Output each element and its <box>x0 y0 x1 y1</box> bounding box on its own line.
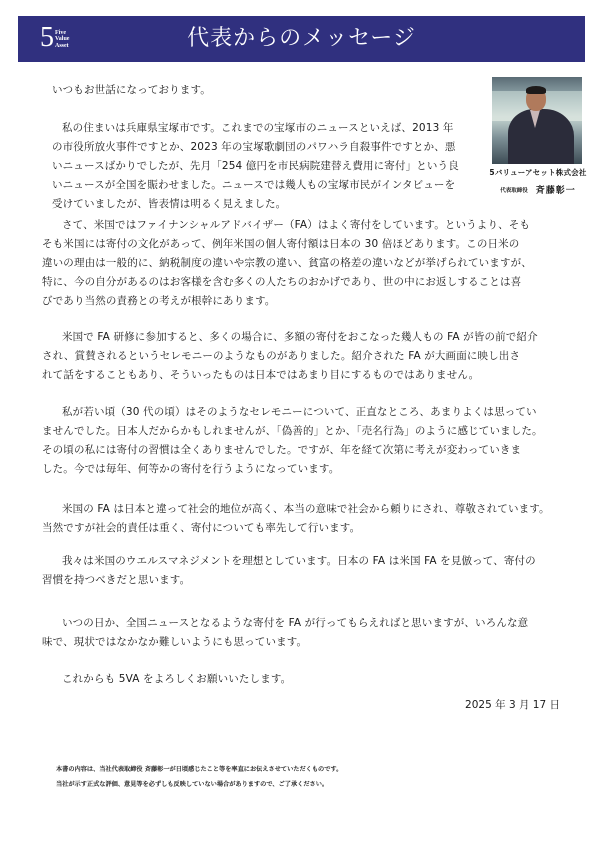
page-title: 代表からのメッセージ <box>187 26 416 51</box>
paragraph-3 <box>42 328 582 385</box>
logo-word: Asset <box>55 42 69 49</box>
disclaimer-line: 本書の内容は、当社代表取締役 斉藤彰一が日頃感じたこと等を率直にお伝えさせていただくものです。 <box>56 766 343 773</box>
text-line: の市役所放火事件ですとか、2023 年の宝塚歌劇団のパワハラ自殺事件ですとか、悪 <box>52 141 456 153</box>
paragraph-2 <box>42 216 582 311</box>
logo-word: Five <box>55 29 66 36</box>
paragraph-7 <box>42 614 582 652</box>
paragraph-5 <box>42 500 582 538</box>
paragraph-1 <box>52 119 492 214</box>
text-line: びであり当然の責務との考えが根幹にあります。 <box>42 295 276 307</box>
disclaimer-line: 当社が示す正式な評価、意見等を必ずしも反映していない場合がありますので、ご了承ください。 <box>56 781 329 788</box>
company-name: 5バリューアセット株式会社 <box>489 168 587 177</box>
text-line: 米国の FA は日本と違って社会的地位が高く、本当の意味で社会から頼りにされ、尊敬されています。 <box>62 503 550 515</box>
text-line: 米国で FA 研修に参加すると、多くの場合に、多額の寄付をおこなった幾人もの FA が皆の前で紹介 <box>62 331 538 343</box>
text-line: 当然ですが社会的責任は重く、寄付についても率先して行います。 <box>42 522 361 534</box>
representative-caption <box>488 179 588 198</box>
paragraph-6 <box>42 552 582 590</box>
text-line: 私が若い頃（30 代の頃）はそのようなセレモニーについて、正直なところ、あまりよくは思ってい <box>62 406 537 418</box>
text-line: され、賞賛されるというセレモニーのようなものがありました。紹介された FA が大画面に映し出さ <box>42 350 521 362</box>
logo-word: Value <box>55 36 70 43</box>
paragraph-4 <box>42 403 582 479</box>
text-line: 違いの理由は一般的に、納税制度の違いや宗教の違い、貧富の格差の違いなどが挙げられていますが、 <box>42 257 532 269</box>
text-line: 我々は米国のウエルスマネジメントを理想としています。日本の FA は米国 FA を見倣って、寄付の <box>62 555 536 567</box>
text-line: 受けていましたが、皆表情は明るく見えました。 <box>52 198 287 210</box>
text-line: その頃の私には寄付の習慣は全くありませんでした。ですが、年を経て次第に考えが変わっていきま <box>42 444 522 456</box>
photo-hair <box>526 86 546 94</box>
text-line: 味で、現状ではなかなか難しいようにも思っています。 <box>42 636 308 648</box>
text-line: いニュースばかりでしたが、先月「254 億円を市民病院建替え費用に寄付」という良 <box>52 160 459 172</box>
logo-number: 5 <box>40 22 54 53</box>
text-line: ませんでした。日本人だからかもしれませんが、「偽善的」とか、「売名行為」のように感じていました。 <box>42 425 543 437</box>
representative-name: 斉藤彰一 <box>535 186 576 196</box>
text-line: れて話をすることもあり、そういったものは日本ではあまり目にするものではありません。 <box>42 369 480 381</box>
photo-suit <box>508 109 574 164</box>
letter-date: 2025 年 3 月 17 日 <box>465 699 560 711</box>
text-line: さて、米国ではファイナンシャルアドバイザー（FA）はよく寄付をしています。というより、そも <box>62 219 531 231</box>
text-line: 習慣を持つべきだと思います。 <box>42 574 191 586</box>
text-line: した。今では毎年、何等かの寄付を行うようになっています。 <box>42 463 340 475</box>
text-line: いつの日か、全国ニュースとなるような寄付を FA が行ってもらえればと思いますが、いろんな意 <box>62 617 529 629</box>
text-line: 特に、今の自分があるのはお客様を含む多くの人たちのおかげであり、世の中にお返しすることは喜 <box>42 276 522 288</box>
representative-role: 代表取締役 <box>500 187 528 194</box>
representative-photo <box>492 77 582 164</box>
closing-line: これからも 5VA をよろしくお願いいたします。 <box>62 673 292 685</box>
greeting: いつもお世話になっております。 <box>52 84 211 96</box>
text-line: そも米国には寄付の文化があって、例年米国の個人寄付額は日本の 30 倍ほどあります。この日米の <box>42 238 520 250</box>
text-line: いニュースが全国を賑わせました。ニュースでは幾人もの宝塚市民がインタビューを <box>52 179 456 191</box>
disclaimer <box>56 762 342 792</box>
header-banner <box>18 16 585 62</box>
text-line: 私の住まいは兵庫県宝塚市です。これまでの宝塚市のニュースといえば、2013 年 <box>62 122 454 134</box>
